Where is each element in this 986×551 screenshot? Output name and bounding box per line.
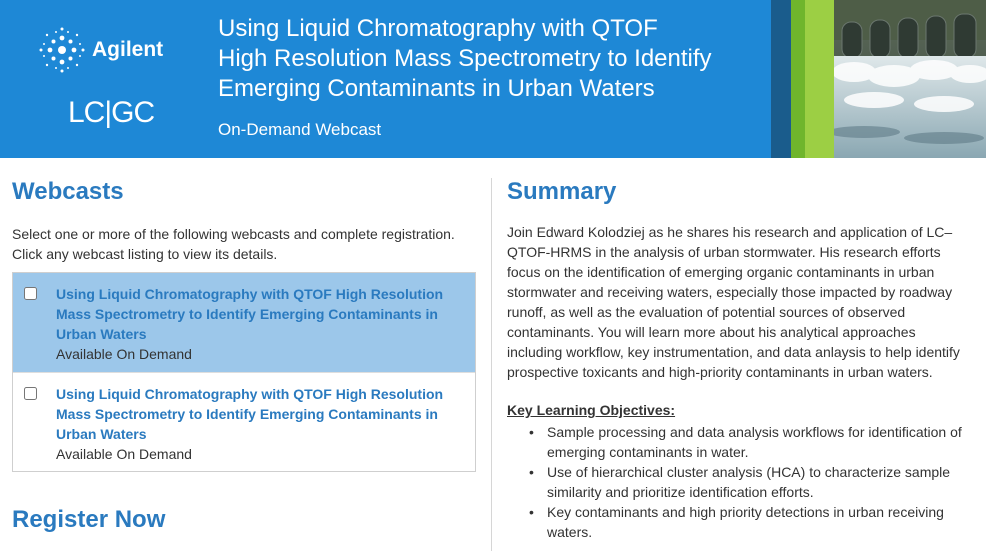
banner-subtitle: On-Demand Webcast <box>218 120 382 139</box>
column-divider <box>491 178 492 551</box>
banner-title-line: Emerging Contaminants in Urban Waters <box>218 75 655 102</box>
objective-item: • Sample processing and data analysis workflows for identification of emerging contaminants in water. <box>507 422 977 462</box>
lcgc-logo <box>68 96 158 130</box>
logo-area <box>36 24 196 134</box>
banner-stripes <box>771 0 841 158</box>
header-banner <box>0 0 986 158</box>
webcast-item[interactable] <box>13 273 475 372</box>
summary-text: Join Edward Kolodziej as he shares his research and application of LC–QTOF-HRMS in the analysis of urban stormwater. His research efforts focus on the identification of emerging organic contaminants in urban stormwater and receiving waters, especially those impacted by roadway runoff, as well as the evaluation of potential sources of observed contaminants. You will learn more about his analytical approaches including workflow, key instrumentation, and data anlaysis to help identify prospective toxicants and high-priority contaminants in urban waters. <box>507 224 960 380</box>
register-heading: Register Now <box>12 506 166 533</box>
webcast-title[interactable]: Using Liquid Chromatography with QTOF High Resolution Mass Spectrometry to Identify Emerging Contaminants in Urban Waters <box>56 286 444 342</box>
webcast-status: Available On Demand <box>56 446 192 462</box>
stripe-green <box>791 0 805 158</box>
objectives-list <box>507 422 977 542</box>
webcast-item[interactable] <box>13 372 475 471</box>
webcast-checkbox[interactable] <box>24 387 37 400</box>
webcast-checkbox[interactable] <box>24 287 37 300</box>
dam-spillway-photo <box>834 0 986 158</box>
webcast-title[interactable]: Using Liquid Chromatography with QTOF High Resolution Mass Spectrometry to Identify Emerging Contaminants in Urban Waters <box>56 386 444 442</box>
objectives-heading: Key Learning Objectives: <box>507 402 676 418</box>
stripe-light-green <box>805 0 835 158</box>
stripe-dark-blue <box>771 0 791 158</box>
webcast-status: Available On Demand <box>56 346 192 362</box>
webcast-list <box>12 272 476 472</box>
agilent-logo <box>36 24 196 76</box>
summary-heading: Summary <box>507 178 617 205</box>
banner-title <box>218 14 758 104</box>
objective-item: • Use of hierarchical cluster analysis (HCA) to characterize sample similarity and prioritize identification efforts. <box>507 462 977 502</box>
agilent-wordmark: Agilent <box>92 38 164 61</box>
lcgc-wordmark: LC|GC <box>68 96 155 129</box>
webcasts-intro: Select one or more of the following webcasts and complete registration. Click any webcast listing to view its details. <box>12 226 455 262</box>
banner-title-line: Using Liquid Chromatography with QTOF <box>218 15 658 42</box>
banner-title-line: High Resolution Mass Spectrometry to Identify <box>218 45 712 72</box>
webcasts-heading: Webcasts <box>12 178 124 205</box>
agilent-spark-icon <box>36 24 88 76</box>
objective-item: • Key contaminants and high priority detections in urban receiving waters. <box>507 502 977 542</box>
